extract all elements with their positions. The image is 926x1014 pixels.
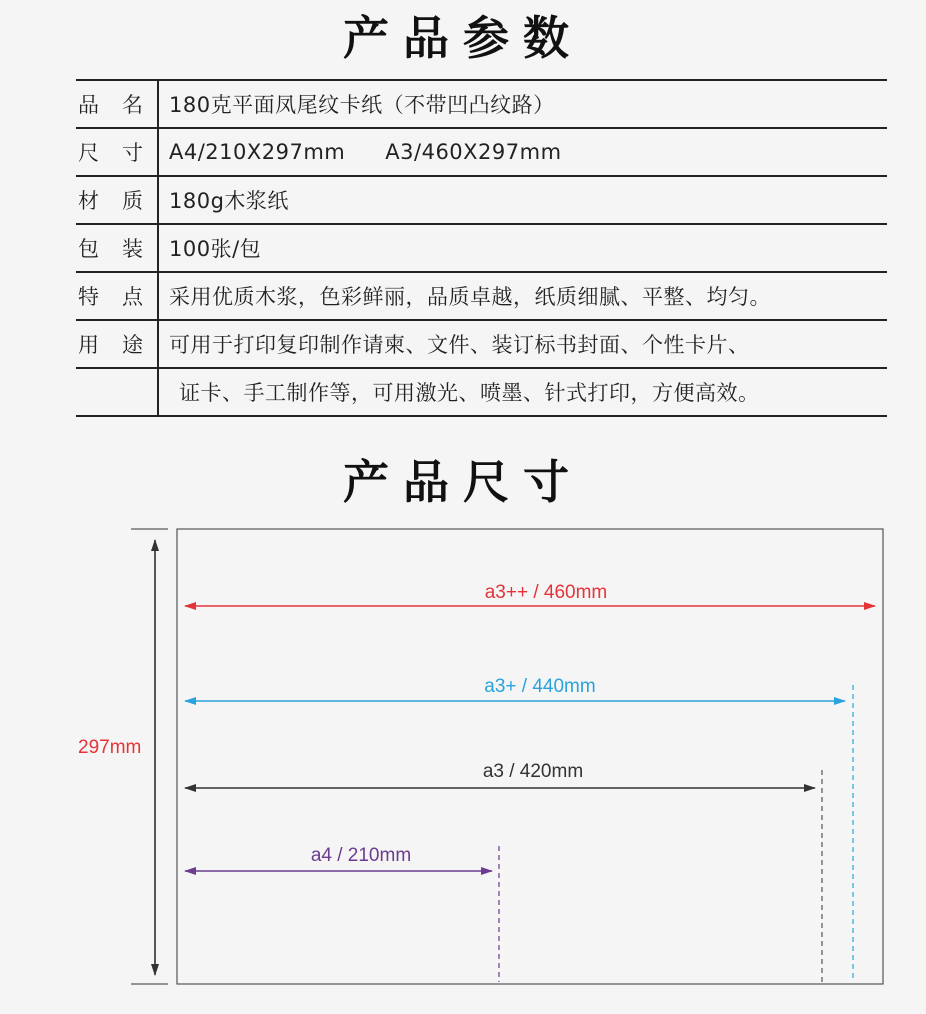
spec-row-features [76, 272, 887, 320]
spec-row-name [76, 80, 887, 128]
spec-row-usage [76, 320, 887, 368]
spec-row-usage-cont [76, 368, 887, 416]
spec-value-size-a3: A3/460X297mm [385, 140, 562, 164]
spec-label-size: 尺寸 [76, 128, 158, 176]
spec-value-name: 180克平面凤尾纹卡纸（不带凹凸纹路） [158, 80, 887, 128]
spec-row-package [76, 224, 887, 272]
spec-label-usage-empty [76, 368, 158, 416]
width-label-a3: a3 / 420mm [482, 761, 584, 782]
spec-value-size-a4: A4/210X297mm [169, 140, 346, 164]
spec-value-usage-line2: 证卡、手工制作等，可用激光、喷墨、针式打印，方便高效。 [158, 368, 887, 416]
spec-row-material [76, 176, 887, 224]
spec-label-material: 材质 [76, 176, 158, 224]
spec-row-size [76, 128, 887, 176]
spec-label-usage: 用途 [76, 320, 158, 368]
size-diagram [0, 520, 926, 1000]
params-title: 产品参数 [343, 11, 583, 65]
spec-value-usage-line1: 可用于打印复印制作请柬、文件、装订标书封面、个性卡片、 [158, 320, 887, 368]
spec-value-material: 180g木浆纸 [158, 176, 887, 224]
spec-label-package: 包装 [76, 224, 158, 272]
width-label-a3p: a3+ / 440mm [484, 676, 596, 697]
spec-label-features: 特点 [76, 272, 158, 320]
size-title: 产品尺寸 [343, 455, 583, 509]
spec-value-features: 采用优质木浆，色彩鲜丽，品质卓越，纸质细腻、平整、均匀。 [158, 272, 887, 320]
height-label: 297mm [78, 737, 142, 758]
spec-value-package: 100张/包 [158, 224, 887, 272]
width-label-a3pp: a3++ / 460mm [484, 582, 608, 603]
spec-label-name: 品名 [76, 80, 158, 128]
spec-value-size [158, 128, 887, 176]
width-label-a4: a4 / 210mm [310, 845, 412, 866]
spec-table [76, 79, 887, 417]
